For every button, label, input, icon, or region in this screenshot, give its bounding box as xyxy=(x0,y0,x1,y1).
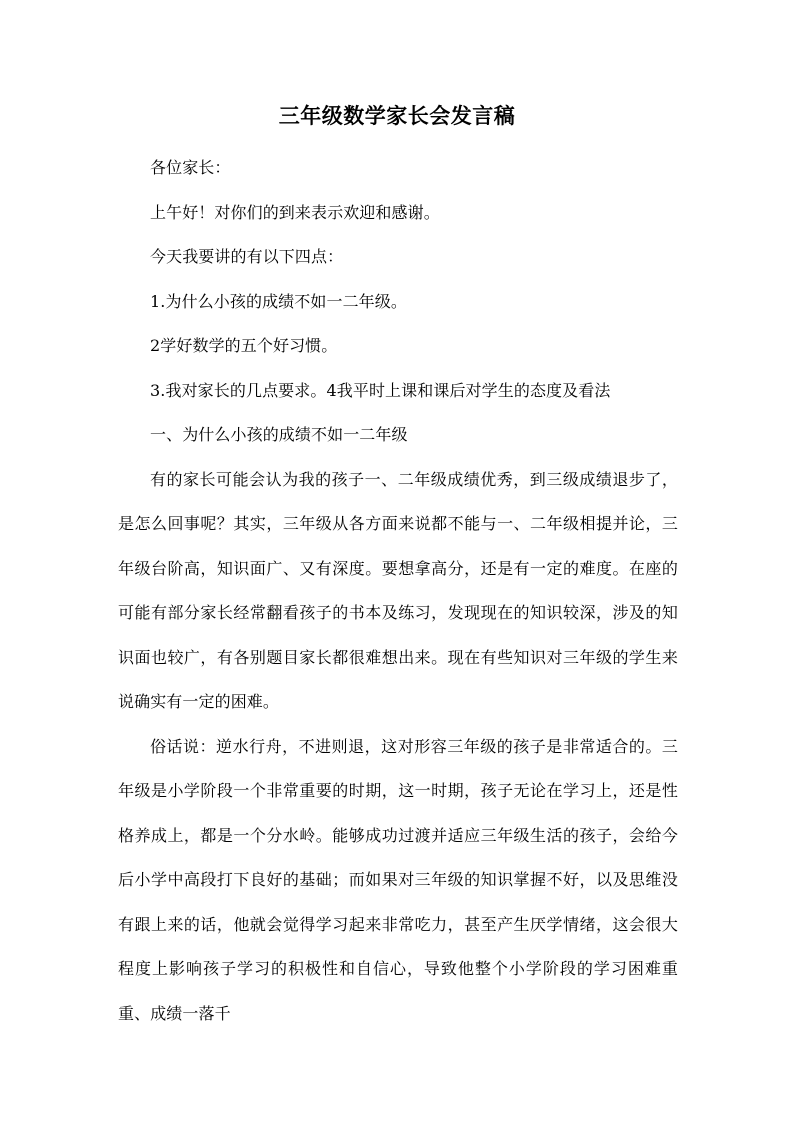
paragraph-agenda-item-3-4: 3.我对家长的几点要求。4我平时上课和课后对学生的态度及看法 xyxy=(150,380,611,400)
paragraph-salutation: 各位家长： xyxy=(150,158,231,177)
document-title: 三年级数学家长会发言稿 xyxy=(278,103,516,128)
paragraph-body-2: 俗话说：逆水行舟，不进则退，这对形容三年级的孩子是非常适合的。三年级是小学阶段一个非常重要的时期，这一时期，孩子无论在学习上，还是性格养成上，都是一个分水岭。能够成功过渡并适应三年级生活的孩子，会给今后小学中高段打下良好的基础；而如果对三年级的知识掌握不好，以及思维没有跟上来的话，他就会觉得学习起来非常吃力，甚至产生厌学情绪，这会很大程度上影响孩子学习的积极性和自信心，导致他整个小学阶段的学习困难重重、成绩一落千 xyxy=(118,736,678,1023)
section-heading-1: 一、为什么小孩的成绩不如一二年级 xyxy=(150,425,408,444)
paragraph-body-1: 有的家长可能会认为我的孩子一、二年级成绩优秀，到三级成绩退步了，是怎么回事呢？其实，三年级从各方面来说都不能与一、二年级相提并论，三年级台阶高，知识面广、又有深度。要想拿高分，还是有一定的难度。在座的可能有部分家长经常翻看孩子的书本及练习，发现现在的知识较深，涉及的知识面也较广，有各别题目家长都很难想出来。现在有些知识对三年级的学生来说确实有一定的困难。 xyxy=(118,469,678,711)
document-body xyxy=(118,146,678,1036)
paragraph-agenda-intro: 今天我要讲的有以下四点： xyxy=(150,247,344,266)
paragraph-agenda-item-2: 2学好数学的五个好习惯。 xyxy=(150,336,338,355)
paragraph-agenda-item-1: 1.为什么小孩的成绩不如一二年级。 xyxy=(150,291,407,311)
paragraph-greeting: 上午好！对你们的到来表示欢迎和感谢。 xyxy=(150,202,440,222)
